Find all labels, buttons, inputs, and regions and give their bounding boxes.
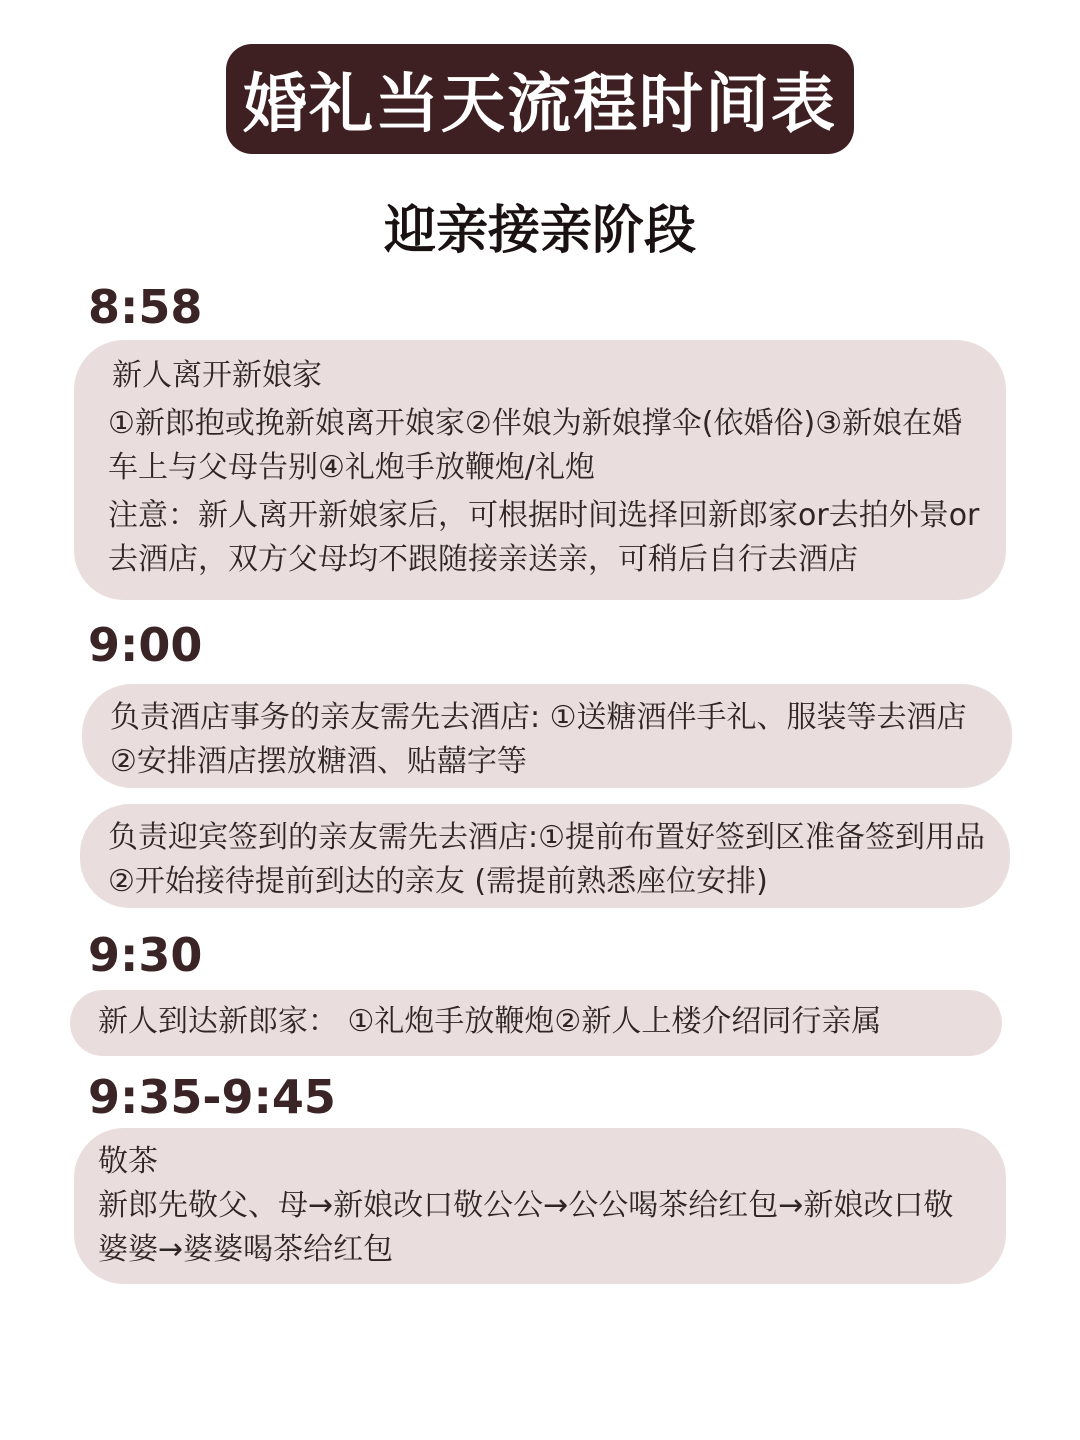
time-label-0935-0945: 9:35-9:45 <box>88 1070 336 1124</box>
time-label-0930: 9:30 <box>88 928 203 982</box>
schedule-card <box>80 804 1010 908</box>
title-banner <box>226 44 854 154</box>
card-heading: 敬茶 <box>98 1144 158 1179</box>
time-label-0900: 9:00 <box>88 618 203 672</box>
schedule-card <box>74 340 1006 600</box>
time-label-0858: 8:58 <box>88 280 203 334</box>
page-title: 婚礼当天流程时间表 <box>243 68 837 142</box>
card-note: 注意：新人离开新娘家后，可根据时间选择回新郎家or去拍外景or去酒店，双方父母均不跟随接亲送亲，可稍后自行去酒店 <box>108 498 980 577</box>
card-body: 负责迎宾签到的亲友需先去酒店:①提前布置好签到区准备签到用品②开始接待提前到达的亲友 (需提前熟悉座位安排) <box>108 820 986 899</box>
section-heading: 迎亲接亲阶段 <box>383 201 696 261</box>
schedule-card <box>70 990 1002 1056</box>
schedule-card <box>74 1128 1006 1284</box>
schedule-card <box>82 684 1012 788</box>
card-body: 新郎先敬父、母→新娘改口敬公公→公公喝茶给红包→新娘改口敬婆婆→婆婆喝茶给红包 <box>98 1188 954 1267</box>
card-body: 负责酒店事务的亲友需先去酒店: ①送糖酒伴手礼、服装等去酒店 ②安排酒店摆放糖酒、贴囍字等 <box>110 700 967 779</box>
card-heading: 新人离开新娘家 <box>112 358 322 393</box>
card-body: ①新郎抱或挽新娘离开娘家②伴娘为新娘撑伞(依婚俗)③新娘在婚车上与父母告别④礼炮手放鞭炮/礼炮 <box>108 406 963 485</box>
card-body: 新人到达新郎家： ①礼炮手放鞭炮②新人上楼介绍同行亲属 <box>98 1004 882 1039</box>
